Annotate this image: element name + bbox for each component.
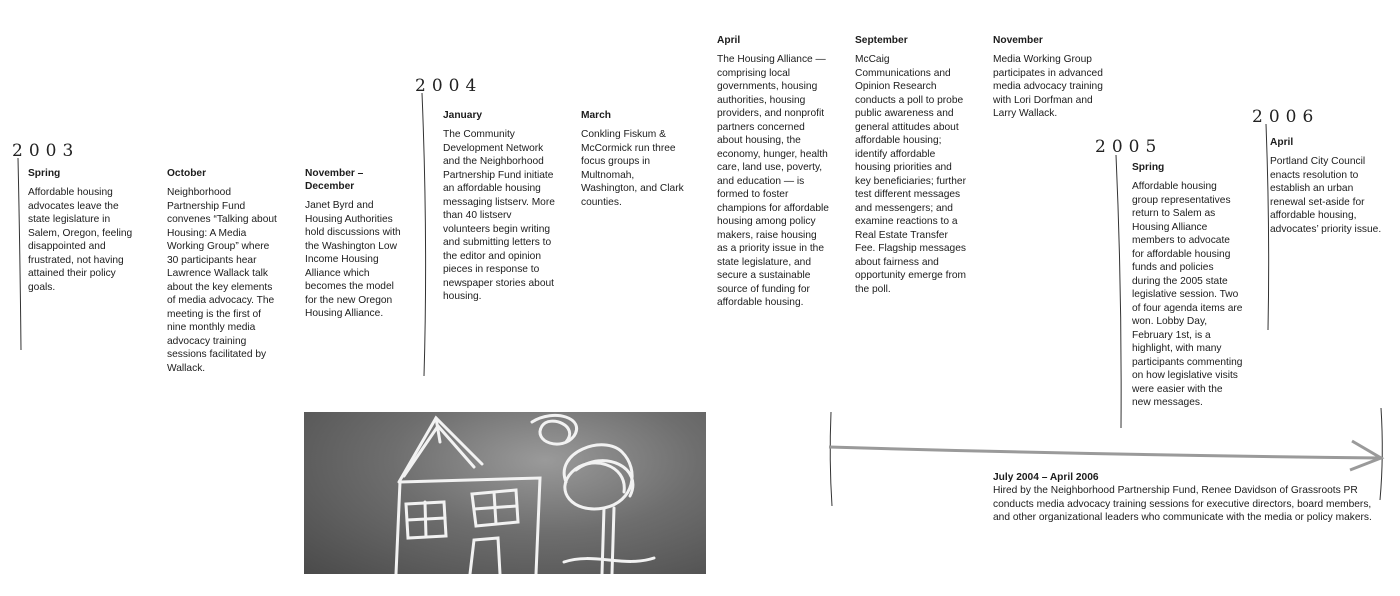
- entry-heading: October: [167, 168, 207, 179]
- marker-line-range-start: [830, 412, 832, 506]
- entry-november-2004: [993, 34, 1105, 121]
- year-2004: 2004: [415, 76, 483, 96]
- entry-october-2003: [167, 167, 279, 375]
- entry-text: Affordable housing advocates leave the state legislature in Salem, Oregon, feeling disappointed and frustrated, not having attained their policy goals.: [28, 187, 133, 293]
- entry-march-2004: [581, 109, 693, 209]
- entry-heading: November: [993, 35, 1043, 46]
- entry-text: Conkling Fiskum & McCormick run three focus groups in Multnomah, Washington, and Clark counties.: [581, 129, 684, 208]
- entry-april-2004: [717, 34, 829, 310]
- entry-january-2004: [443, 109, 555, 304]
- entry-july-2004-april-2006: [993, 471, 1385, 525]
- marker-line-2005: [1116, 155, 1121, 428]
- range-arrow-head: [1350, 441, 1381, 470]
- entry-text: Hired by the Neighborhood Partnership Fund, Renee Davidson of Grassroots PR conducts media advocacy training sessions for executive directors, board members, and other organizational leaders who communicate with the media or policy makers.: [993, 485, 1372, 523]
- entry-text: Portland City Council enacts resolution to establish an urban renewal set-aside for affordable housing, advocates’ priority issue.: [1270, 156, 1382, 235]
- house-drawing-icon: [304, 412, 706, 574]
- entry-heading: July 2004 – April 2006: [993, 472, 1099, 483]
- entry-text: The Community Development Network and the Neighborhood Partnership Fund initiate an affordable housing messaging listserv. More than 40 listserv volunteers begin writing and submitting letters to the editor and opinion pieces in response to newspaper stories about housing.: [443, 129, 555, 302]
- entry-november-december-2003: [305, 167, 405, 321]
- entry-heading: November – December: [305, 168, 364, 192]
- entry-heading: April: [717, 35, 741, 46]
- year-2006: 2006: [1252, 107, 1320, 127]
- entry-heading: Spring: [1132, 162, 1165, 173]
- entry-april-2006: [1270, 136, 1382, 236]
- entry-spring-2005: [1132, 161, 1244, 410]
- entry-text: The Housing Alliance — comprising local governments, housing authorities, housing providers, and nonprofit partners concerned about housing, the economy, hunger, health care, land use, poverty, and education — is formed to foster champions for affordable housing among policy makers, raise housing as a priority issue in the state legislature, and secure a sustainable source of funding for affordable housing.: [717, 54, 829, 308]
- marker-line-2003: [18, 158, 21, 350]
- year-2003: 2003: [12, 141, 80, 161]
- entry-heading: January: [443, 110, 483, 121]
- entry-september-2004: [855, 34, 967, 296]
- entry-heading: March: [581, 110, 612, 121]
- marker-line-2004: [422, 93, 426, 376]
- entry-text: McCaig Communications and Opinion Research conducts a poll to probe public awareness and general attitudes about affordable housing; identify affordable housing priorities and key beneficiaries; further test different messages and messengers; and examine reactions to a Real Estate Transfer Fee. Flagship messages about fairness and opportunity emerge from the poll.: [855, 54, 966, 295]
- entry-text: Janet Byrd and Housing Authorities hold discussions with the Washington Low Income Housing Alliance which becomes the model for the new Oregon Housing Alliance.: [305, 200, 401, 319]
- year-2005: 2005: [1095, 137, 1163, 157]
- entry-text: Media Working Group participates in advanced media advocacy training with Lori Dorfman and Larry Wallack.: [993, 54, 1103, 119]
- entry-text: Affordable housing group representatives return to Salem as Housing Alliance members to advocate for affordable housing funds and policies during the 2005 state legislative session. Two of four agenda items are won. Lobby Day, February 1st, is a highlight, with many participants commenting on how legislative visits were easier with the new messages.: [1132, 181, 1243, 408]
- entry-spring-2003: [28, 167, 140, 294]
- entry-heading: April: [1270, 137, 1294, 148]
- entry-heading: September: [855, 35, 908, 46]
- range-arrow-line: [829, 447, 1380, 458]
- marker-line-2006: [1266, 124, 1269, 330]
- entry-heading: Spring: [28, 168, 61, 179]
- entry-text: Neighborhood Partnership Fund convenes “Talking about Housing: A Media Working Group” where 30 participants hear Lawrence Wallack talk about the key elements of media advocacy. The meeting is the first of nine monthly media advocacy training sessions facilitated by Wallack.: [167, 187, 277, 374]
- house-drawing-photo: [304, 412, 706, 574]
